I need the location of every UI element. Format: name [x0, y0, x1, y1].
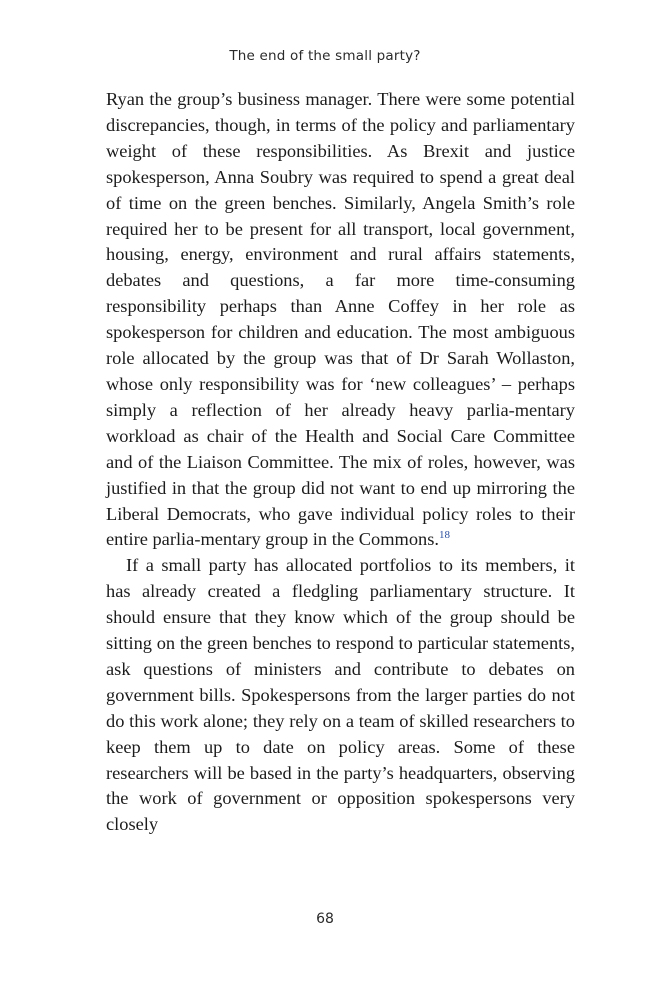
paragraph-text: If a small party has allocated portfolios to its members, it has already created a fledgling parliamentary structure. It should ensure that they know which of the group should be sitting on the green benches to respond to particular statements, ask questions of ministers and contribute to debates on government bills. Spokespersons from the larger parties do not do this work alone; they rely on a team of skilled researchers to keep them up to date on policy areas. Some of these researchers will be based in the party’s headquarters, observing the work of government or opposition spokespersons very closely [106, 555, 575, 835]
page-number: 68 [316, 911, 334, 927]
paragraph-text: Ryan the group’s business manager. There were some potential discrepancies, though, in terms of the policy and parliamentary weight of these responsibilities. As Brexit and justice spokesperson, Anna Soubry was required to spend a great deal of time on the green benches. Similarly, Angela Smith’s role required her to be present for all transport, local government, housing, energy, environment and rural affairs statements, debates and questions, a far more time-consuming responsibility perhaps than Anne Coffey in her role as spokesperson for children and education. The most ambiguous role allocated by the group was that of Dr Sarah Wollaston, whose only responsibility was for ‘new colleagues’ – perhaps simply a reflection of her already heavy parlia-mentary workload as chair of the Health and Social Care Committee and of the Liaison Committee. The mix of roles, however, was justified in that the group did not want to end up mirroring the Liberal Democrats, who gave individual policy roles to their entire parlia-mentary group in the Commons. [106, 89, 575, 550]
footnote-reference[interactable]: 18 [439, 529, 450, 542]
running-head: The end of the small party? [229, 48, 421, 64]
paragraph [106, 553, 575, 838]
paragraph [106, 87, 575, 553]
body-text [106, 87, 575, 838]
